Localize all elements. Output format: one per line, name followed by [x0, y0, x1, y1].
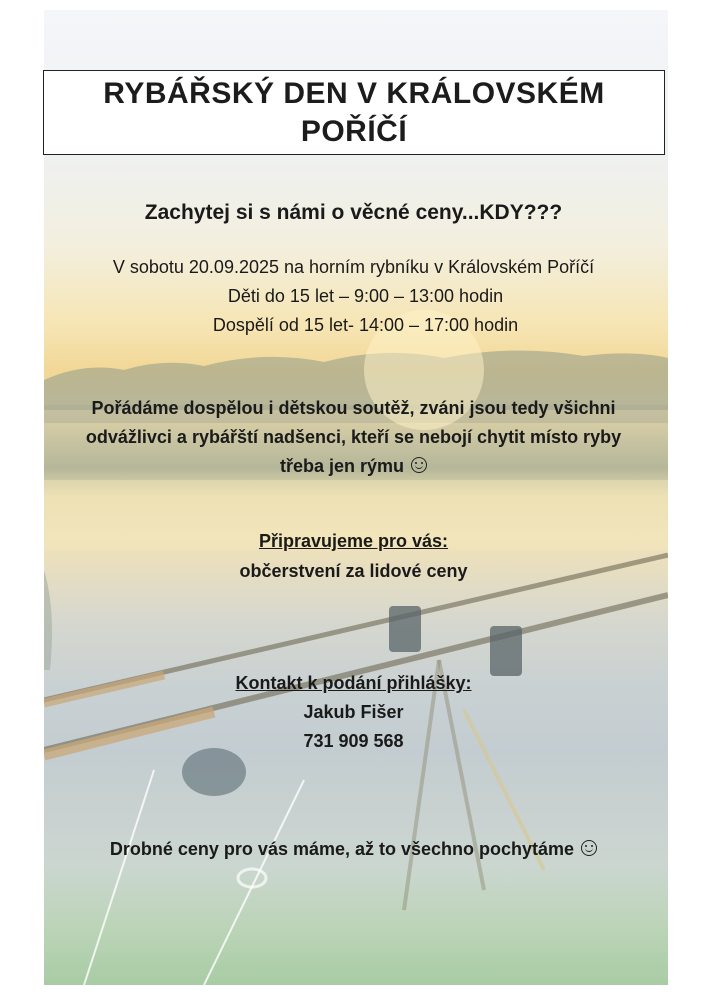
contact-phone: 731 909 568 [303, 731, 404, 751]
invitation-line-text: třeba jen rýmu [279, 456, 405, 476]
invitation-line: odvážlivci a rybářští nadšenci, kteří se nebojí chytit místo ryby [85, 427, 622, 447]
page-title: RYBÁŘSKÝ DEN V KRÁLOVSKÉM POŘÍČÍ [103, 76, 605, 148]
closing-text: Drobné ceny pro vás máme, až to všechno pochytáme [109, 839, 575, 859]
preparing-value: občerstvení za lidové ceny [239, 561, 468, 581]
invitation-line-last [0, 452, 707, 481]
kids-time: Děti do 15 let – 9:00 – 13:00 hodin [227, 286, 504, 306]
smiley-icon [411, 457, 427, 473]
contact-heading: Kontakt k podání přihlášky: [235, 673, 472, 693]
smiley-icon [581, 840, 597, 856]
title-box [43, 70, 665, 155]
invitation-line: Pořádáme dospělou i dětskou soutěž, zváni jsou tedy všichni [91, 398, 616, 418]
preparing-heading: Připravujeme pro vás: [258, 531, 449, 551]
date-line: V sobotu 20.09.2025 na horním rybníku v Královském Poříčí [112, 257, 595, 277]
invitation-paragraph [0, 394, 707, 481]
adults-time: Dospělí od 15 let- 14:00 – 17:00 hodin [212, 315, 519, 335]
contact-name: Jakub Fišer [303, 702, 404, 722]
subheading: Zachytej si s námi o věcné ceny...KDY??? [144, 201, 563, 224]
closing-line [0, 839, 707, 860]
